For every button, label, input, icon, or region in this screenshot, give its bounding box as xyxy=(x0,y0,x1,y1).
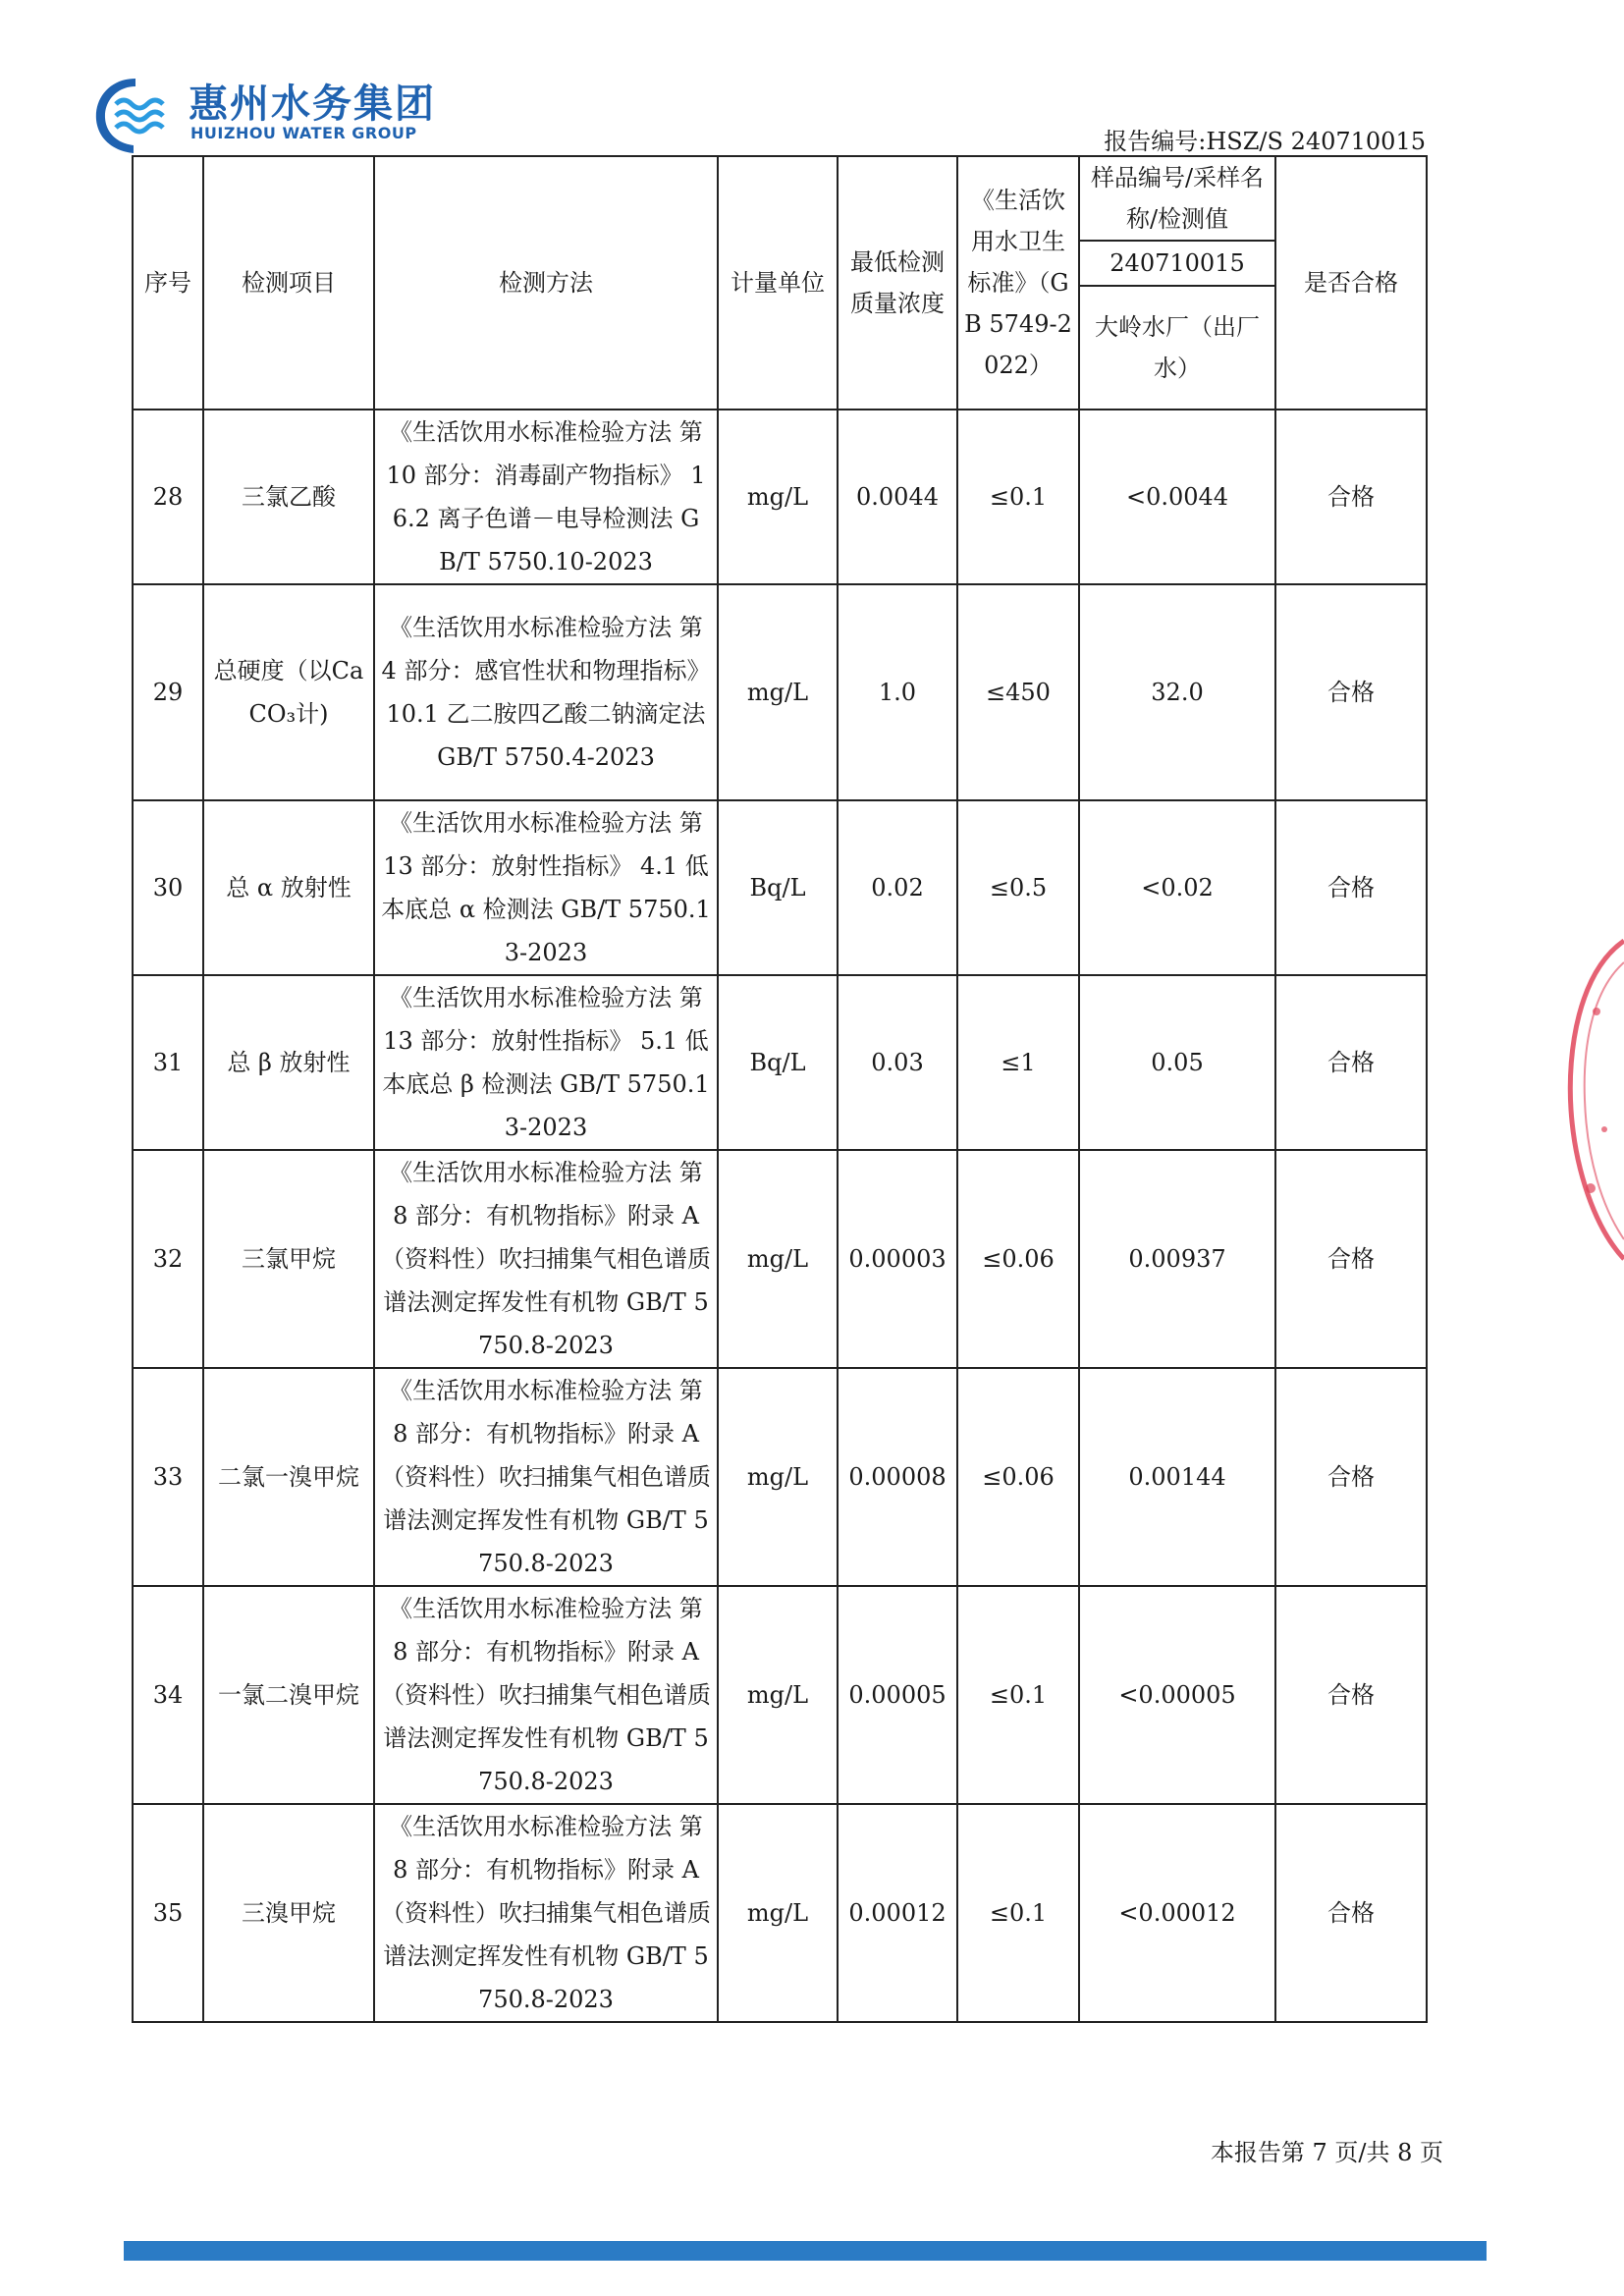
row-method: 《生活饮用水标准检验方法 第 13 部分：放射性指标》 4.1 低本底总 α 检测法 GB/T 5750.13-2023 xyxy=(374,800,718,975)
table-row xyxy=(133,1368,1427,1586)
row-value: 0.05 xyxy=(1079,975,1275,1150)
row-method: 《生活饮用水标准检验方法 第 8 部分：有机物指标》附录 A（资料性）吹扫捕集气相色谱质谱法测定挥发性有机物 GB/T 5750.8-2023 xyxy=(374,1150,718,1368)
row-min-limit: 1.0 xyxy=(838,584,957,800)
row-item: 二氯一溴甲烷 xyxy=(203,1368,374,1586)
footer-bar xyxy=(124,2241,1487,2261)
row-seq: 35 xyxy=(133,1804,203,2022)
row-min-limit: 0.03 xyxy=(838,975,957,1150)
row-standard: ≤450 xyxy=(957,584,1079,800)
row-method: 《生活饮用水标准检验方法 第 8 部分：有机物指标》附录 A（资料性）吹扫捕集气相色谱质谱法测定挥发性有机物 GB/T 5750.8-2023 xyxy=(374,1368,718,1586)
row-seq: 32 xyxy=(133,1150,203,1368)
row-value: 0.00144 xyxy=(1079,1368,1275,1586)
header-pass: 是否合格 xyxy=(1275,156,1427,410)
table-row xyxy=(133,975,1427,1150)
row-pass: 合格 xyxy=(1275,584,1427,800)
row-standard: ≤0.1 xyxy=(957,1804,1079,2022)
row-standard: ≤0.06 xyxy=(957,1368,1079,1586)
row-item: 一氯二溴甲烷 xyxy=(203,1586,374,1804)
header-standard: 《生活饮用水卫生标准》（GB 5749-2022） xyxy=(957,156,1079,410)
table-row xyxy=(133,800,1427,975)
table-row xyxy=(133,1804,1427,2022)
row-seq: 33 xyxy=(133,1368,203,1586)
row-standard: ≤0.5 xyxy=(957,800,1079,975)
row-unit: Bq/L xyxy=(718,975,838,1150)
row-min-limit: 0.00012 xyxy=(838,1804,957,2022)
header-item: 检测项目 xyxy=(203,156,374,410)
row-value: 32.0 xyxy=(1079,584,1275,800)
row-item: 三氯甲烷 xyxy=(203,1150,374,1368)
table-body xyxy=(133,410,1427,2022)
header-sample-name: 大岭水厂（出厂水） xyxy=(1095,313,1260,382)
row-unit: mg/L xyxy=(718,1368,838,1586)
row-unit: mg/L xyxy=(718,584,838,800)
report-number: 报告编号:HSZ/S 240710015 xyxy=(1104,128,1426,155)
row-item: 三溴甲烷 xyxy=(203,1804,374,2022)
header-method: 检测方法 xyxy=(374,156,718,410)
row-seq: 31 xyxy=(133,975,203,1150)
row-method: 《生活饮用水标准检验方法 第 4 部分：感官性状和物理指标》10.1 乙二胺四乙酸二钠滴定法 GB/T 5750.4-2023 xyxy=(374,584,718,800)
header-min-limit: 最低检测质量浓度 xyxy=(838,156,957,410)
row-item: 总 α 放射性 xyxy=(203,800,374,975)
row-seq: 34 xyxy=(133,1586,203,1804)
row-seq: 28 xyxy=(133,410,203,584)
row-item: 总硬度（以CaCO₃计) xyxy=(203,584,374,800)
row-method: 《生活饮用水标准检验方法 第 10 部分：消毒副产物指标》 16.2 离子色谱－电导检测法 GB/T 5750.10-2023 xyxy=(374,410,718,584)
row-standard: ≤0.06 xyxy=(957,1150,1079,1368)
header-unit: 计量单位 xyxy=(718,156,838,410)
row-method: 《生活饮用水标准检验方法 第 8 部分：有机物指标》附录 A（资料性）吹扫捕集气相色谱质谱法测定挥发性有机物 GB/T 5750.8-2023 xyxy=(374,1804,718,2022)
row-min-limit: 0.00008 xyxy=(838,1368,957,1586)
row-pass: 合格 xyxy=(1275,1150,1427,1368)
header-seq: 序号 xyxy=(133,156,203,410)
row-value: <0.00005 xyxy=(1079,1586,1275,1804)
header-sample-cell xyxy=(1079,241,1275,410)
row-pass: 合格 xyxy=(1275,1586,1427,1804)
water-wave-logo-icon xyxy=(90,73,181,157)
table-row xyxy=(133,584,1427,800)
table-header-row xyxy=(133,156,1427,241)
row-standard: ≤0.1 xyxy=(957,1586,1079,1804)
row-min-limit: 0.00003 xyxy=(838,1150,957,1368)
table-row xyxy=(133,410,1427,584)
row-method: 《生活饮用水标准检验方法 第 8 部分：有机物指标》附录 A（资料性）吹扫捕集气相色谱质谱法测定挥发性有机物 GB/T 5750.8-2023 xyxy=(374,1586,718,1804)
test-results-table xyxy=(132,155,1428,2023)
page-number: 本报告第 7 页/共 8 页 xyxy=(1210,2139,1443,2166)
row-value: <0.0044 xyxy=(1079,410,1275,584)
table-row xyxy=(133,1150,1427,1368)
row-pass: 合格 xyxy=(1275,1368,1427,1586)
table-row xyxy=(133,1586,1427,1804)
row-min-limit: 0.02 xyxy=(838,800,957,975)
row-item: 三氯乙酸 xyxy=(203,410,374,584)
red-seal-stamp xyxy=(1561,933,1624,1267)
row-value: <0.00012 xyxy=(1079,1804,1275,2022)
row-unit: mg/L xyxy=(718,1586,838,1804)
row-unit: mg/L xyxy=(718,410,838,584)
logo-name-en: HUIZHOU WATER GROUP xyxy=(190,124,417,142)
row-min-limit: 0.00005 xyxy=(838,1586,957,1804)
header-sample-group: 样品编号/采样名称/检测值 xyxy=(1079,156,1275,241)
row-pass: 合格 xyxy=(1275,800,1427,975)
row-item: 总 β 放射性 xyxy=(203,975,374,1150)
header-sample-id: 240710015 xyxy=(1080,242,1274,287)
row-value: 0.00937 xyxy=(1079,1150,1275,1368)
row-min-limit: 0.0044 xyxy=(838,410,957,584)
row-seq: 30 xyxy=(133,800,203,975)
row-seq: 29 xyxy=(133,584,203,800)
logo-name-cn: 惠州水务集团 xyxy=(189,82,436,127)
row-standard: ≤1 xyxy=(957,975,1079,1150)
row-method: 《生活饮用水标准检验方法 第 13 部分：放射性指标》 5.1 低本底总 β 检测法 GB/T 5750.13-2023 xyxy=(374,975,718,1150)
row-unit: Bq/L xyxy=(718,800,838,975)
row-value: <0.02 xyxy=(1079,800,1275,975)
company-logo xyxy=(90,65,463,163)
row-pass: 合格 xyxy=(1275,1804,1427,2022)
row-pass: 合格 xyxy=(1275,410,1427,584)
row-standard: ≤0.1 xyxy=(957,410,1079,584)
row-pass: 合格 xyxy=(1275,975,1427,1150)
row-unit: mg/L xyxy=(718,1804,838,2022)
row-unit: mg/L xyxy=(718,1150,838,1368)
